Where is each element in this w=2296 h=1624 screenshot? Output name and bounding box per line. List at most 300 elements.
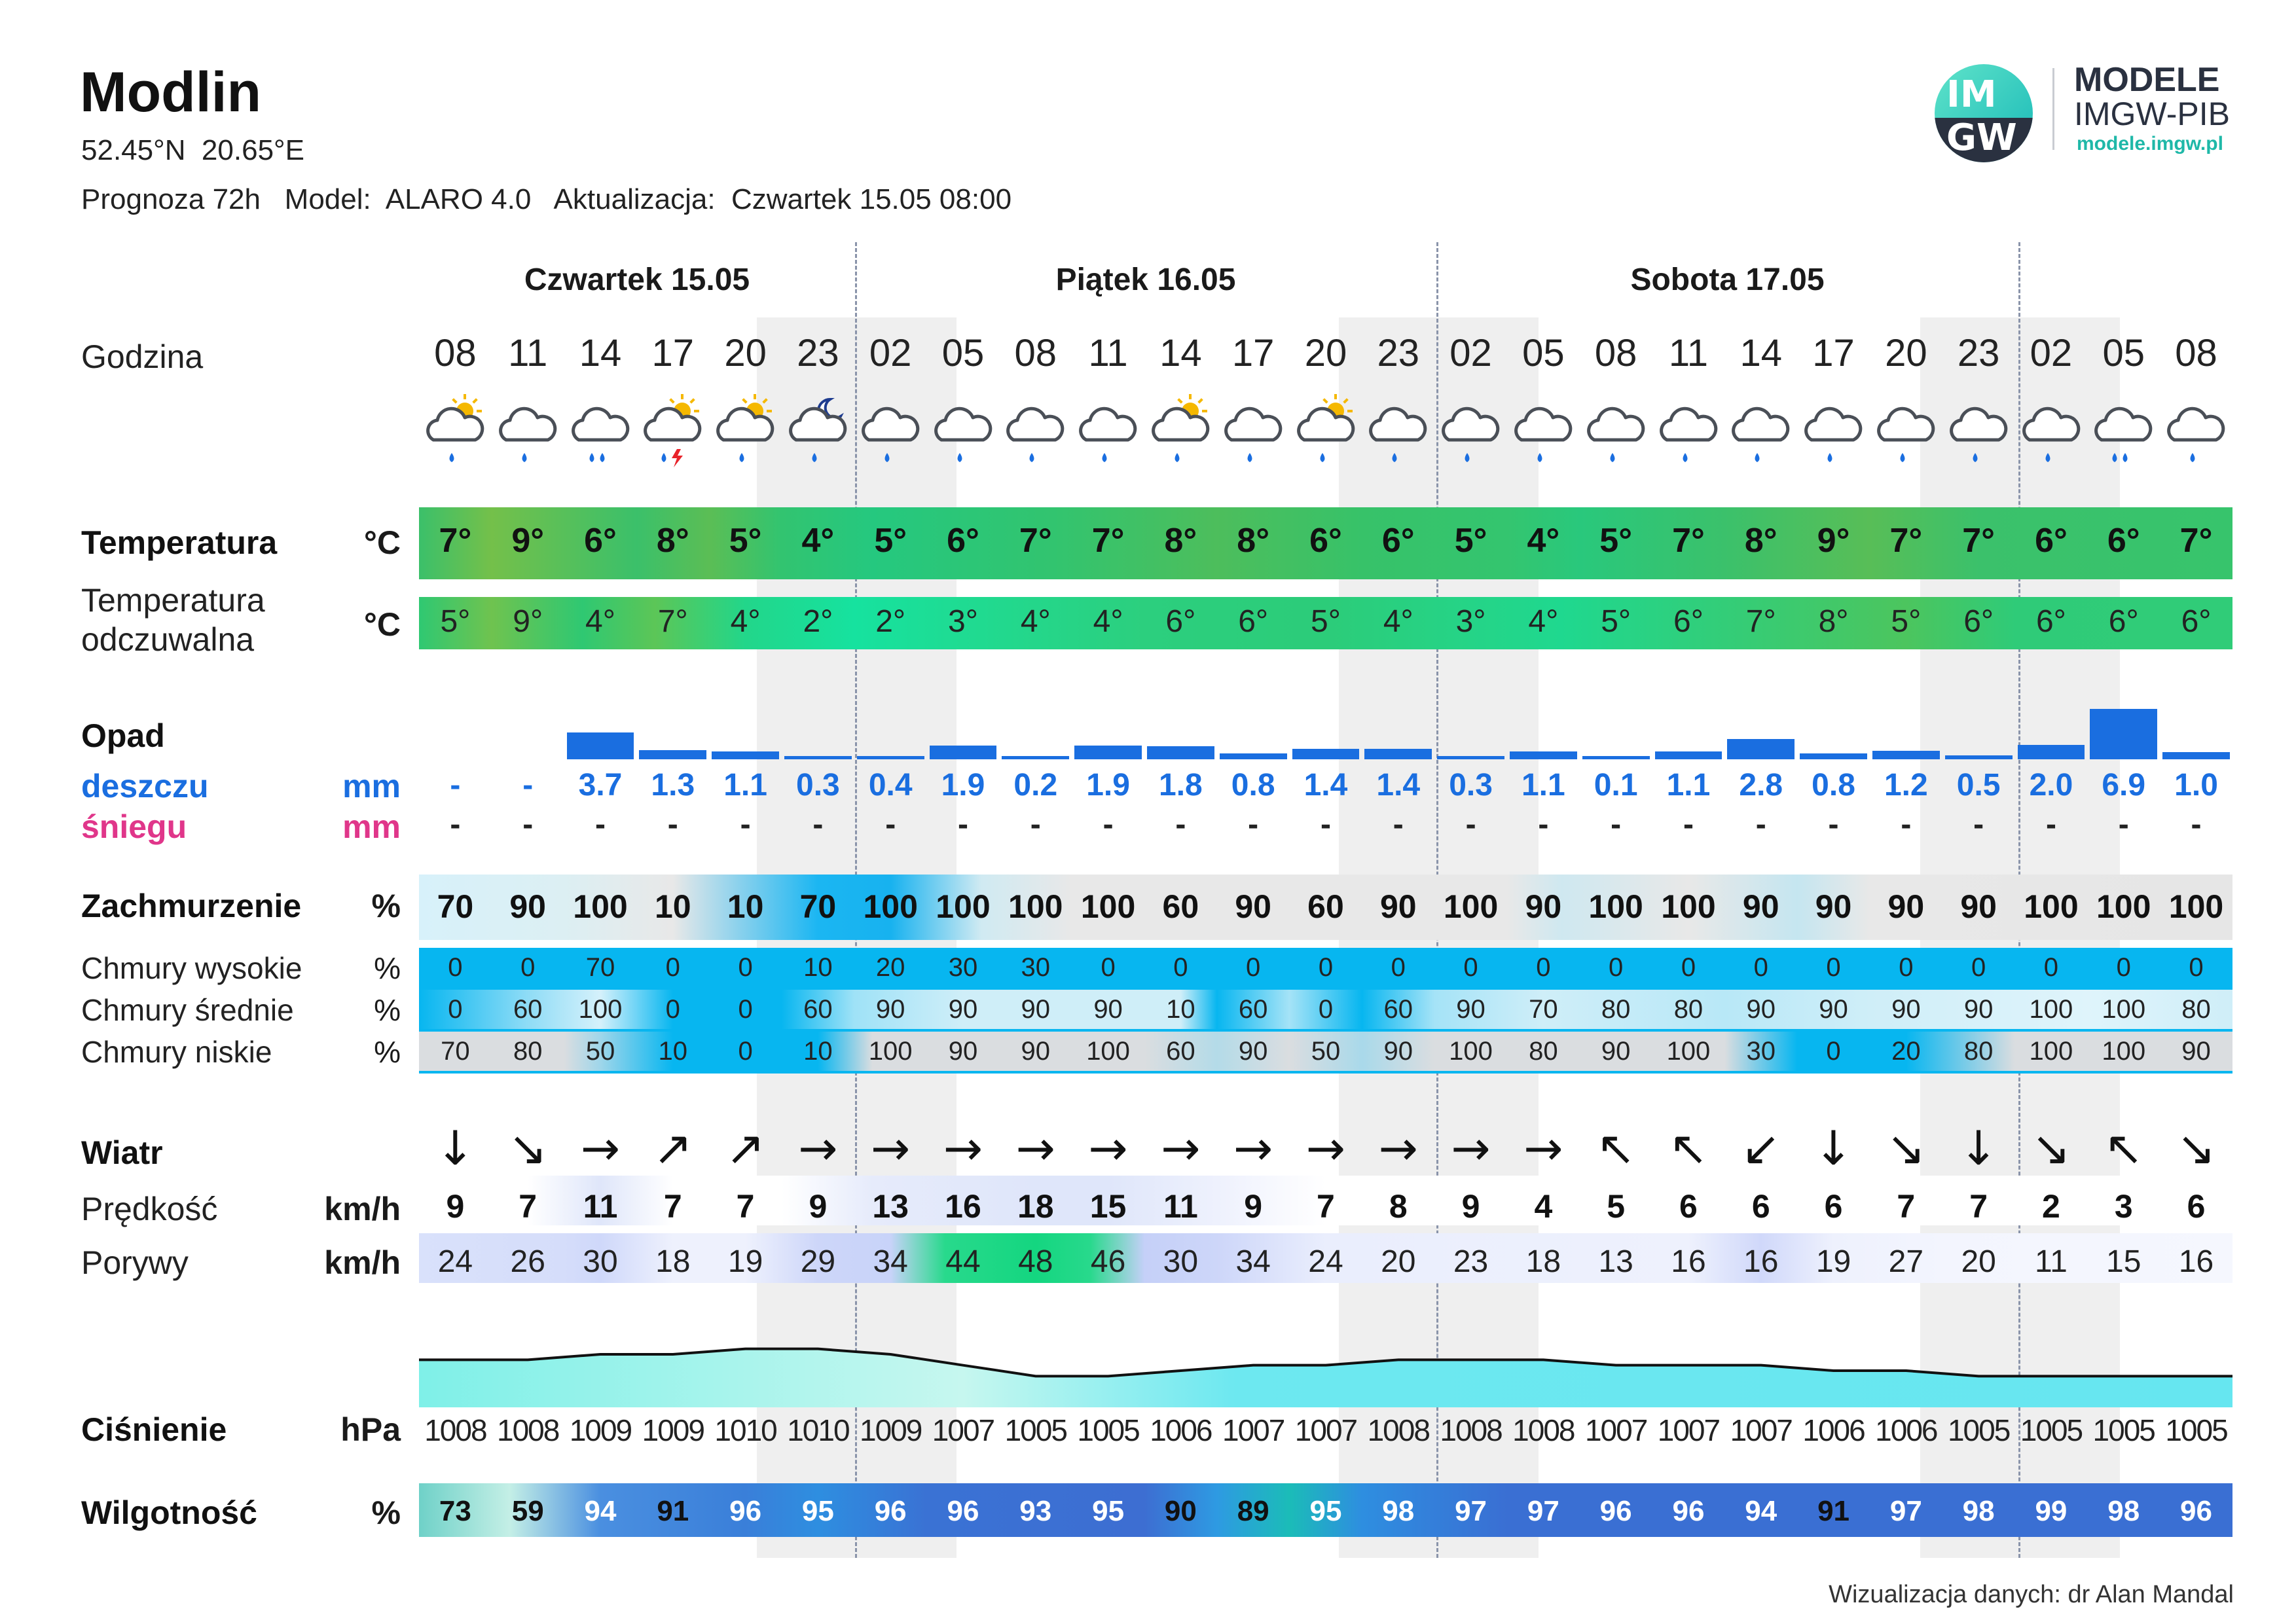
gust-cell: 48	[1018, 1244, 1053, 1279]
feels-cell: 8°	[1818, 604, 1849, 639]
cloud-cell: 100	[2024, 888, 2079, 925]
temperature-cell: 7°	[2179, 522, 2213, 560]
rain-cell: 1.8	[1159, 768, 1203, 803]
cloud-high-cell: 0	[1463, 953, 1478, 982]
forecast-info: Prognoza 72h Model: ALARO 4.0 Aktualizacja: Czwartek 15.05 08:00	[81, 183, 1012, 215]
temperature-unit: °C	[363, 524, 401, 561]
snow-cell: -	[1175, 807, 1186, 842]
speed-label: Prędkość	[81, 1191, 218, 1227]
feels-cell: 5°	[1311, 604, 1341, 639]
snow-row	[419, 806, 2232, 842]
wind-arrow: →	[1523, 1121, 1563, 1176]
hour-cell: 11	[1668, 332, 1709, 374]
humidity-cell: 96	[1599, 1495, 1632, 1527]
snow-cell: -	[1393, 807, 1404, 842]
cloud-mid-cell: 0	[1318, 995, 1334, 1024]
humidity-unit: %	[371, 1494, 401, 1531]
feels-cell: 6°	[1238, 604, 1269, 639]
gust-cell: 26	[510, 1244, 545, 1279]
wind-arrow: ↓	[1813, 1121, 1853, 1176]
cloud-low-cell: 70	[441, 1037, 470, 1066]
pressure-cell: 1005	[2165, 1413, 2227, 1447]
cloud-high-unit: %	[374, 951, 401, 985]
temperature-cell: 8°	[1237, 522, 1270, 560]
gust-cell: 20	[1961, 1244, 1996, 1279]
temperature-cell: 9°	[1817, 522, 1850, 560]
rain-cell: 0.1	[1594, 768, 1638, 803]
snow-cell: -	[1828, 807, 1839, 842]
gust-cell: 27	[1888, 1244, 1924, 1279]
feels-cell: 5°	[440, 604, 471, 639]
pressure-cell: 1009	[569, 1413, 632, 1447]
cloud-mid-cell: 60	[803, 995, 833, 1024]
temperature-cell: 9°	[511, 522, 545, 560]
wind-arrow: ↖	[1668, 1121, 1709, 1176]
feels-cell: 3°	[1455, 604, 1486, 639]
hour-cell: 17	[651, 332, 695, 374]
precip-bar	[1582, 756, 1650, 759]
cloud-cell: 10	[654, 888, 691, 925]
sun-cloud-rain-icon	[1144, 393, 1216, 484]
feels-cell: 6°	[2035, 604, 2066, 639]
precip-bar	[1364, 749, 1432, 759]
speed-cell: 13	[872, 1188, 909, 1225]
rain-cell: 0.3	[796, 768, 840, 803]
cloud-cell: 90	[509, 888, 546, 925]
cloud-high-cell: 10	[803, 953, 833, 982]
feels-cell: 2°	[803, 604, 833, 639]
speed-cell: 7	[663, 1188, 682, 1225]
feels-cell: 6°	[1673, 604, 1704, 639]
moon-cloud-rain-icon	[782, 393, 854, 484]
cloud-label: Zachmurzenie	[81, 888, 302, 924]
cloud-high-cell: 0	[1826, 953, 1841, 982]
temperature-cell: 4°	[1527, 522, 1560, 560]
cloud-cell: 60	[1162, 888, 1199, 925]
cloud-low-cell: 100	[2029, 1037, 2073, 1066]
precip-bar	[1220, 753, 1287, 759]
cloud-high-cell: 0	[1101, 953, 1116, 982]
hour-cell: 20	[724, 332, 767, 374]
precip-bar	[1510, 751, 1577, 759]
cloud-low-cell: 50	[585, 1037, 615, 1066]
feels-cell: 3°	[948, 604, 978, 639]
snow-cell: -	[1102, 807, 1114, 842]
cloud-mid-cell: 60	[1238, 995, 1268, 1024]
snow-cell: -	[2045, 807, 2056, 842]
temperature-label: Temperatura	[81, 524, 278, 561]
rain-cell: 1.4	[1376, 768, 1421, 803]
weather-icon-row	[419, 393, 2232, 484]
coordinates: 52.45°N 20.65°E	[81, 134, 304, 166]
gust-cell: 23	[1453, 1244, 1489, 1279]
cloud-rain-icon	[2160, 393, 2232, 484]
gust-cell: 13	[1598, 1244, 1633, 1279]
cloud-cell: 100	[936, 888, 991, 925]
feels-cell: 4°	[1528, 604, 1559, 639]
sun-cloud-rain-icon	[1290, 393, 1362, 484]
gust-cell: 16	[1743, 1244, 1779, 1279]
pressure-area	[419, 1349, 2232, 1407]
cloud-high-cell: 0	[1753, 953, 1768, 982]
pressure-cell: 1006	[1150, 1413, 1212, 1447]
logo-badge-top: IM	[1946, 73, 1997, 116]
location-title: Modlin	[80, 61, 262, 124]
cloud-unit: %	[371, 888, 401, 924]
feels-cell: 5°	[1601, 604, 1631, 639]
hour-cell: 17	[1812, 332, 1855, 374]
temperature-cell: 7°	[1672, 522, 1705, 560]
cloud-low-cell: 100	[868, 1037, 913, 1066]
humidity-cell: 96	[729, 1495, 762, 1527]
feels-cell: 7°	[1745, 604, 1776, 639]
cloud-high-cell: 0	[1681, 953, 1696, 982]
cloud-low-cell: 90	[1021, 1037, 1051, 1066]
snow-cell: -	[2118, 807, 2129, 842]
speed-cell: 6	[2187, 1188, 2206, 1225]
temperature-cell: 8°	[656, 522, 689, 560]
temperature-cell: 8°	[1164, 522, 1197, 560]
snow-cell: -	[1465, 807, 1476, 842]
snow-cell: -	[1683, 807, 1694, 842]
snow-cell: -	[595, 807, 606, 842]
rain-cell: 1.9	[1086, 768, 1130, 803]
cloud-low-unit: %	[374, 1035, 401, 1069]
pressure-cell: 1010	[787, 1413, 849, 1447]
cloud-high-cell: 0	[738, 953, 753, 982]
cloud-mid-cell: 100	[2029, 995, 2073, 1024]
temperature-cell: 8°	[1744, 522, 1777, 560]
cloud-cell: 100	[1443, 888, 1499, 925]
temperature-cell: 7°	[439, 522, 472, 560]
hour-row	[419, 331, 2232, 375]
rain-cell: 1.9	[941, 768, 985, 803]
cloud-mid-unit: %	[374, 993, 401, 1027]
snow-cell: -	[740, 807, 751, 842]
precip-bar	[1655, 751, 1722, 759]
cloud-low-cell: 10	[803, 1037, 833, 1066]
feels-cell: 4°	[585, 604, 615, 639]
precip-bar	[639, 750, 706, 759]
wind-arrow: →	[798, 1121, 838, 1176]
rain-cell: 1.2	[1884, 768, 1928, 803]
cloud-mid-cell: 100	[2102, 995, 2146, 1024]
humidity-cell: 98	[2107, 1495, 2140, 1527]
cloud-mid-cell: 70	[1529, 995, 1558, 1024]
precip-bar	[1945, 755, 2013, 759]
logo-url[interactable]: modele.imgw.pl	[2077, 133, 2223, 154]
sun-cloud-rain-storm-icon	[636, 393, 708, 484]
cloud-mid-cell: 0	[665, 995, 680, 1024]
hour-cell: 14	[1740, 332, 1782, 374]
cloud-rain-icon	[1362, 393, 1434, 484]
humidity-cell: 96	[2180, 1495, 2212, 1527]
cloud-mid-cell: 100	[578, 995, 623, 1024]
hour-cell: 08	[1594, 332, 1637, 374]
speed-cell: 8	[1389, 1188, 1408, 1225]
feels-cell: 6°	[2108, 604, 2139, 639]
humidity-cell: 73	[439, 1495, 471, 1527]
rain-cell: 1.4	[1303, 768, 1348, 803]
wind-arrow: ↘	[2176, 1121, 2216, 1176]
cloud-high-cell: 0	[448, 953, 463, 982]
pressure-cell: 1007	[1730, 1413, 1792, 1447]
cloud-rain-icon	[1724, 393, 1796, 484]
feels-cell: 4°	[1093, 604, 1123, 639]
snow-cell: -	[1901, 807, 1912, 842]
precip-bar	[1727, 739, 1795, 759]
snow-cell: -	[1538, 807, 1549, 842]
temperature-cell: 5°	[1599, 522, 1632, 560]
temperature-cell: 4°	[801, 522, 835, 560]
gust-cell: 18	[655, 1244, 691, 1279]
cloud-rain-icon	[2015, 393, 2087, 484]
cloud-low-cell: 100	[1666, 1037, 1711, 1066]
snow-cell: -	[667, 807, 678, 842]
pressure-cell: 1006	[1875, 1413, 1937, 1447]
rain-cell: -	[522, 768, 534, 803]
cloud-cell: 100	[1588, 888, 1643, 925]
humidity-cell: 94	[1745, 1495, 1777, 1527]
cloud-rain-icon	[564, 393, 636, 484]
snow-cell: -	[450, 807, 461, 842]
rain-cell: 1.1	[723, 768, 767, 803]
snow-cell: -	[1248, 807, 1259, 842]
wind-arrow: ↖	[2104, 1121, 2143, 1176]
pressure-cell: 1007	[1294, 1413, 1357, 1447]
cloud-row	[419, 888, 2232, 926]
cloud-mid-cell: 0	[448, 995, 463, 1024]
cloud-rain-icon	[1217, 393, 1289, 484]
temperature-cell: 5°	[729, 522, 762, 560]
cloud-low-cell: 80	[513, 1037, 543, 1066]
hour-cell: 08	[1014, 332, 1057, 374]
wind-arrow: ↓	[435, 1121, 475, 1176]
gust-unit: km/h	[324, 1244, 401, 1281]
day-header: Czwartek 15.05	[524, 262, 750, 297]
speed-cell: 6	[1824, 1188, 1843, 1225]
cloud-low-cell: 0	[738, 1037, 753, 1066]
temperature-cell: 7°	[1962, 522, 1995, 560]
pressure-cell: 1007	[1584, 1413, 1647, 1447]
snow-cell: -	[885, 807, 896, 842]
speed-cell: 6	[1679, 1188, 1698, 1225]
precip-bar	[1074, 746, 1142, 759]
pressure-cell: 1006	[1802, 1413, 1865, 1447]
rain-cell: 0.2	[1013, 768, 1058, 803]
cloud-mid-cell: 90	[1963, 995, 1994, 1024]
precip-bars	[419, 707, 2232, 759]
cloud-cell: 100	[863, 888, 918, 925]
rain-cell: 0.8	[1231, 768, 1275, 803]
snow-cell: -	[1611, 807, 1622, 842]
precip-bar	[1800, 753, 1867, 759]
cloud-rain-icon	[1870, 393, 1942, 484]
precip-bar	[930, 746, 997, 759]
cloud-low-cell: 100	[2102, 1037, 2146, 1066]
cloud-rain-icon	[1507, 393, 1579, 484]
cloud-high-cell: 20	[875, 953, 905, 982]
gust-label: Porywy	[81, 1244, 189, 1281]
cloud-cell: 10	[727, 888, 764, 925]
wind-arrow: →	[1233, 1121, 1273, 1176]
gust-cell: 16	[1671, 1244, 1706, 1279]
humidity-cell: 97	[1527, 1495, 1559, 1527]
feels-cell: 9°	[513, 604, 543, 639]
cloud-high-cell: 0	[1609, 953, 1624, 982]
snow-cell: -	[1973, 807, 1984, 842]
gust-cell: 11	[2035, 1244, 2068, 1279]
pressure-cell: 1008	[1440, 1413, 1502, 1447]
gust-cell: 46	[1090, 1244, 1126, 1279]
hour-cell: 02	[1449, 332, 1492, 374]
humidity-cell: 90	[1164, 1495, 1197, 1527]
cloud-rain-icon	[1434, 393, 1506, 484]
hour-cell: 02	[869, 332, 912, 374]
wind-arrow: →	[871, 1121, 911, 1176]
gust-cell: 19	[1815, 1244, 1851, 1279]
hour-cell: 02	[2030, 332, 2073, 374]
cloud-cell: 90	[1887, 888, 1925, 925]
rain-cell: 1.1	[1666, 768, 1711, 803]
pressure-cell: 1007	[1222, 1413, 1285, 1447]
cloud-high-cell: 0	[1318, 953, 1334, 982]
temperature-cell: 7°	[1091, 522, 1125, 560]
cloud-low-cell: 100	[1086, 1037, 1130, 1066]
cloud-low-cell: 90	[1601, 1037, 1631, 1066]
gust-cell: 34	[873, 1244, 908, 1279]
temperature-cell: 6°	[584, 522, 617, 560]
humidity-cell: 96	[1672, 1495, 1705, 1527]
humidity-cell: 91	[657, 1495, 689, 1527]
humidity-cell: 91	[1817, 1495, 1850, 1527]
wind-arrow: →	[1451, 1121, 1491, 1176]
gust-cell: 44	[945, 1244, 981, 1279]
pressure-cell: 1008	[424, 1413, 486, 1447]
cloud-high-cell: 0	[1173, 953, 1188, 982]
feels-label: odczuwalna	[81, 621, 255, 658]
speed-cell: 16	[945, 1188, 981, 1225]
pressure-cell: 1009	[642, 1413, 704, 1447]
humidity-cell: 96	[947, 1495, 979, 1527]
cloud-cell: 70	[799, 888, 837, 925]
wind-arrow: →	[580, 1121, 621, 1176]
cloud-mid-cell: 90	[1891, 995, 1921, 1024]
snow-label: śniegu	[81, 808, 187, 845]
humidity-cell: 97	[1889, 1495, 1922, 1527]
gust-cell: 34	[1235, 1244, 1271, 1279]
gust-cell: 18	[1525, 1244, 1561, 1279]
temperature-cell: 7°	[1889, 522, 1923, 560]
cloud-rain-icon	[1652, 393, 1724, 484]
hour-cell: 23	[1957, 332, 2000, 374]
speed-cell: 9	[1461, 1188, 1480, 1225]
cloud-low-cell: 60	[1166, 1037, 1195, 1066]
humidity-cell: 96	[874, 1495, 907, 1527]
pressure-cell: 1007	[1657, 1413, 1720, 1447]
cloud-high-label: Chmury wysokie	[81, 951, 302, 985]
cloud-cell: 100	[1080, 888, 1136, 925]
snow-cell: -	[522, 807, 534, 842]
cloud-cell: 90	[1235, 888, 1271, 925]
speed-row	[419, 1187, 2232, 1225]
cloud-mid-cell: 10	[1166, 995, 1195, 1024]
hour-cell: 17	[1231, 332, 1275, 374]
cloud-high-cell: 0	[1971, 953, 1986, 982]
snow-cell: -	[2191, 807, 2202, 842]
humidity-cell: 95	[1309, 1495, 1342, 1527]
humidity-cell: 94	[584, 1495, 617, 1527]
cloud-mid-cell: 80	[2181, 995, 2211, 1024]
wind-arrow: ↖	[1595, 1121, 1636, 1176]
cloud-rain-icon	[854, 393, 926, 484]
feels-cell: 2°	[875, 604, 906, 639]
hour-label: Godzina	[81, 338, 204, 375]
cloud-rain-icon	[1072, 393, 1144, 484]
feels-cell: 6°	[1165, 604, 1196, 639]
rain-cell: 2.8	[1739, 768, 1783, 803]
precip-bar	[1437, 756, 1504, 759]
precip-bar	[1292, 749, 1360, 759]
wind-arrow: ↘	[1886, 1121, 1926, 1176]
cloud-low-cell: 80	[1529, 1037, 1558, 1066]
pressure-label: Ciśnienie	[81, 1411, 227, 1448]
humidity-row	[419, 1495, 2232, 1528]
speed-cell: 9	[809, 1188, 828, 1225]
cloud-cell: 90	[1742, 888, 1779, 925]
precip-bar	[1002, 756, 1069, 759]
cloud-high-cell: 30	[948, 953, 978, 982]
speed-cell: 7	[736, 1188, 755, 1225]
speed-cell: 7	[1969, 1188, 1988, 1225]
hour-cell: 11	[1088, 332, 1128, 374]
rain-cell: 3.7	[578, 768, 623, 803]
cloud-low-cell: 10	[658, 1037, 688, 1066]
cloud-mid-cell: 90	[1093, 995, 1123, 1024]
day-header: Piątek 16.05	[1055, 262, 1236, 297]
cloud-mid-cell: 90	[1819, 995, 1848, 1024]
pressure-cell: 1005	[1947, 1413, 2010, 1447]
temperature-cell: 5°	[1454, 522, 1487, 560]
cloud-high-row	[419, 953, 2232, 983]
cloud-mid-label: Chmury średnie	[81, 993, 294, 1027]
cloud-low-cell: 90	[1238, 1037, 1268, 1066]
cloud-cell: 70	[437, 888, 474, 925]
cloud-mid-cell: 60	[513, 995, 543, 1024]
wind-arrow: →	[943, 1121, 983, 1176]
humidity-cell: 95	[1092, 1495, 1125, 1527]
feels-cell: 4°	[1020, 604, 1051, 639]
cloud-mid-cell: 0	[738, 995, 753, 1024]
rain-row	[419, 767, 2232, 803]
speed-cell: 4	[1534, 1188, 1553, 1225]
hour-cell: 14	[579, 332, 622, 374]
logo-badge-bottom: GW	[1946, 117, 2017, 159]
wind-arrow: ↓	[1958, 1121, 1999, 1176]
cloud-mid-cell: 80	[1673, 995, 1704, 1024]
hour-cell: 11	[508, 332, 548, 374]
cloud-low-cell: 0	[1826, 1037, 1841, 1066]
snow-cell: -	[957, 807, 968, 842]
feels-cell: 6°	[2181, 604, 2212, 639]
precip-bar	[567, 732, 634, 759]
cloud-rain-icon	[1580, 393, 1652, 484]
pressure-cell: 1008	[1512, 1413, 1575, 1447]
feels-cell: 7°	[657, 604, 688, 639]
humidity-cell: 98	[1962, 1495, 1995, 1527]
logo-title: MODELE	[2074, 61, 2220, 99]
wind-arrow: ↘	[508, 1121, 548, 1176]
